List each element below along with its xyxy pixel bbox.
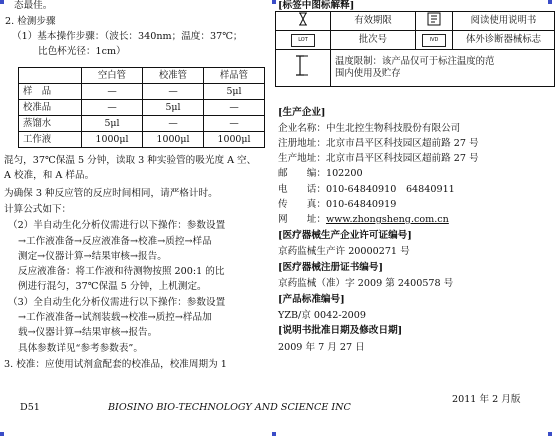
license-title: [医疗器械生产企业许可证编号] xyxy=(278,230,412,241)
date-title: [说明书批准日期及修改日期] xyxy=(278,325,403,336)
postcode: 邮 编：102200 xyxy=(278,168,363,179)
paragraph-line: →工作液准备→试剂装载→校准→质控→样品加 xyxy=(18,312,212,323)
legend-symbol-cell xyxy=(276,12,331,31)
company-name: 企业名称：中生北控生物科技股份有限公司 xyxy=(278,123,461,134)
step1-line: 比色杯光径：1cm） xyxy=(38,46,126,57)
production-address: 生产地址：北京市昌平区科技园区超前路 27 号 xyxy=(278,153,479,164)
legend-label: 温度限制：该产品仅可于标注温度的范 xyxy=(335,56,495,68)
legend-label: 围内使用及贮存 xyxy=(335,68,401,79)
table-cell: 工作液 xyxy=(19,132,82,148)
step1-line: （1）基本操作步骤：（波长：340nm；温度：37℃； xyxy=(12,31,243,42)
table-header-row xyxy=(19,68,265,84)
table-row xyxy=(19,132,265,148)
table-header: 校准管 xyxy=(143,68,204,84)
legend-row xyxy=(276,12,555,31)
legend-symbol-cell xyxy=(276,50,331,87)
registration-number: 京药监械（准）字 2009 第 2400578 号 xyxy=(278,278,454,289)
paragraph-line: 载→仪器计算→结果审核→报告。 xyxy=(18,327,158,338)
paragraph-line: （2）半自动生化分析仪需进行以下操作：参数设置 xyxy=(8,220,226,231)
legend-label: 阅读使用说明书 xyxy=(453,12,555,31)
paragraph-line: 3. 校准：应使用试剂盒配套的校准品，校准周期为 1 xyxy=(4,359,227,370)
paragraph-line: 测定→仪器计算→结果审核→报告。 xyxy=(18,251,167,262)
paragraph-line: 具体参数详见“参考参数表”。 xyxy=(18,343,143,354)
reagent-table xyxy=(18,67,265,148)
table-cell: 5μl xyxy=(204,84,265,100)
table-cell: — xyxy=(82,84,143,100)
paragraph-line: A 校准，和 A 样品。 xyxy=(4,170,95,181)
website-row xyxy=(278,214,449,226)
legend-row xyxy=(276,31,555,50)
crop-mark xyxy=(272,0,276,4)
legend-symbol-cell xyxy=(416,12,453,31)
legend-label: 批次号 xyxy=(331,31,416,50)
fax: 传 真：010-64840919 xyxy=(278,199,397,210)
legend-label: 体外诊断器械标志 xyxy=(453,31,555,50)
legend-symbol-cell xyxy=(416,31,453,50)
phone: 电 话：010-64840910 64840911 xyxy=(278,184,455,195)
page-number: D51 xyxy=(20,402,40,413)
paragraph-line: （3）全自动生化分析仪需进行以下操作：参数设置 xyxy=(8,297,226,308)
table-header: 空白管 xyxy=(82,68,143,84)
paragraph-line: 反应液准备：将工作液和待测物按照 200:1 的比 xyxy=(18,266,225,277)
table-cell: — xyxy=(204,100,265,116)
paragraph-line: →工作液准备→反应液准备→校准→质控→样品 xyxy=(18,236,212,247)
paragraph-line: 例进行混匀，37℃保温 5 分钟，上机测定。 xyxy=(18,281,207,292)
registered-address: 注册地址：北京市昌平区科技园区超前路 27 号 xyxy=(278,138,479,149)
manufacturer-title: [生产企业] xyxy=(278,107,326,118)
table-cell: 蒸馏水 xyxy=(19,116,82,132)
crop-mark xyxy=(0,0,4,4)
table-cell: 样 品 xyxy=(19,84,82,100)
table-cell: 校准品 xyxy=(19,100,82,116)
website-link[interactable]: www.zhongsheng.com.cn xyxy=(325,214,449,225)
table-cell: 5μl xyxy=(82,116,143,132)
table-cell: — xyxy=(82,100,143,116)
crop-mark xyxy=(548,0,552,4)
license-number: 京药监械生产许 20000271 号 xyxy=(278,246,410,257)
legend-row xyxy=(276,50,555,87)
paragraph-line: 混匀，37℃保温 5 分钟，读取 3 种实验管的吸光度 A 空、 xyxy=(4,155,257,166)
edition-date: 2011 年 2 月版 xyxy=(452,394,521,405)
icon-legend-table xyxy=(275,11,555,87)
paragraph-line: 为确保 3 种反应管的反应时间相同，请严格计时。 xyxy=(4,188,218,199)
table-row xyxy=(19,116,265,132)
lot-icon: LOT xyxy=(291,34,315,47)
table-header: 样品管 xyxy=(204,68,265,84)
table-cell: — xyxy=(204,116,265,132)
legend-label: 有效期限 xyxy=(331,12,416,31)
hourglass-icon xyxy=(296,18,310,29)
top-line: 态最佳。 xyxy=(14,0,53,11)
crop-mark xyxy=(0,432,4,436)
crop-mark xyxy=(548,432,552,436)
table-cell: — xyxy=(143,116,204,132)
crop-mark xyxy=(272,432,276,436)
table-cell: — xyxy=(143,84,204,100)
thermometer-icon xyxy=(292,71,314,82)
website-label: 网 址： xyxy=(278,214,326,225)
standard-number: YZB/京 0042-2009 xyxy=(278,310,366,321)
table-cell: 5μl xyxy=(143,100,204,116)
legend-title: [标签中图标解释] xyxy=(278,0,355,11)
standard-title: [产品标准编号] xyxy=(278,294,345,305)
ivd-icon: IVD xyxy=(422,34,446,47)
table-cell: 1000μl xyxy=(82,132,143,148)
legend-temp-cell xyxy=(331,50,555,87)
table-cell: 1000μl xyxy=(143,132,204,148)
table-cell xyxy=(19,68,82,84)
table-row xyxy=(19,100,265,116)
legend-symbol-cell xyxy=(276,31,331,50)
table-row xyxy=(19,84,265,100)
table-cell: 1000μl xyxy=(204,132,265,148)
paragraph-line: 计算公式如下： xyxy=(4,204,72,215)
date-value: 2009 年 7 月 27 日 xyxy=(278,342,365,353)
registration-title: [医疗器械注册证书编号] xyxy=(278,262,384,273)
book-icon xyxy=(426,18,442,29)
company-english-name: BIOSINO BIO-TECHNOLOGY AND SCIENCE INC xyxy=(108,402,351,413)
section-heading: 2. 检测步骤 xyxy=(5,16,56,27)
